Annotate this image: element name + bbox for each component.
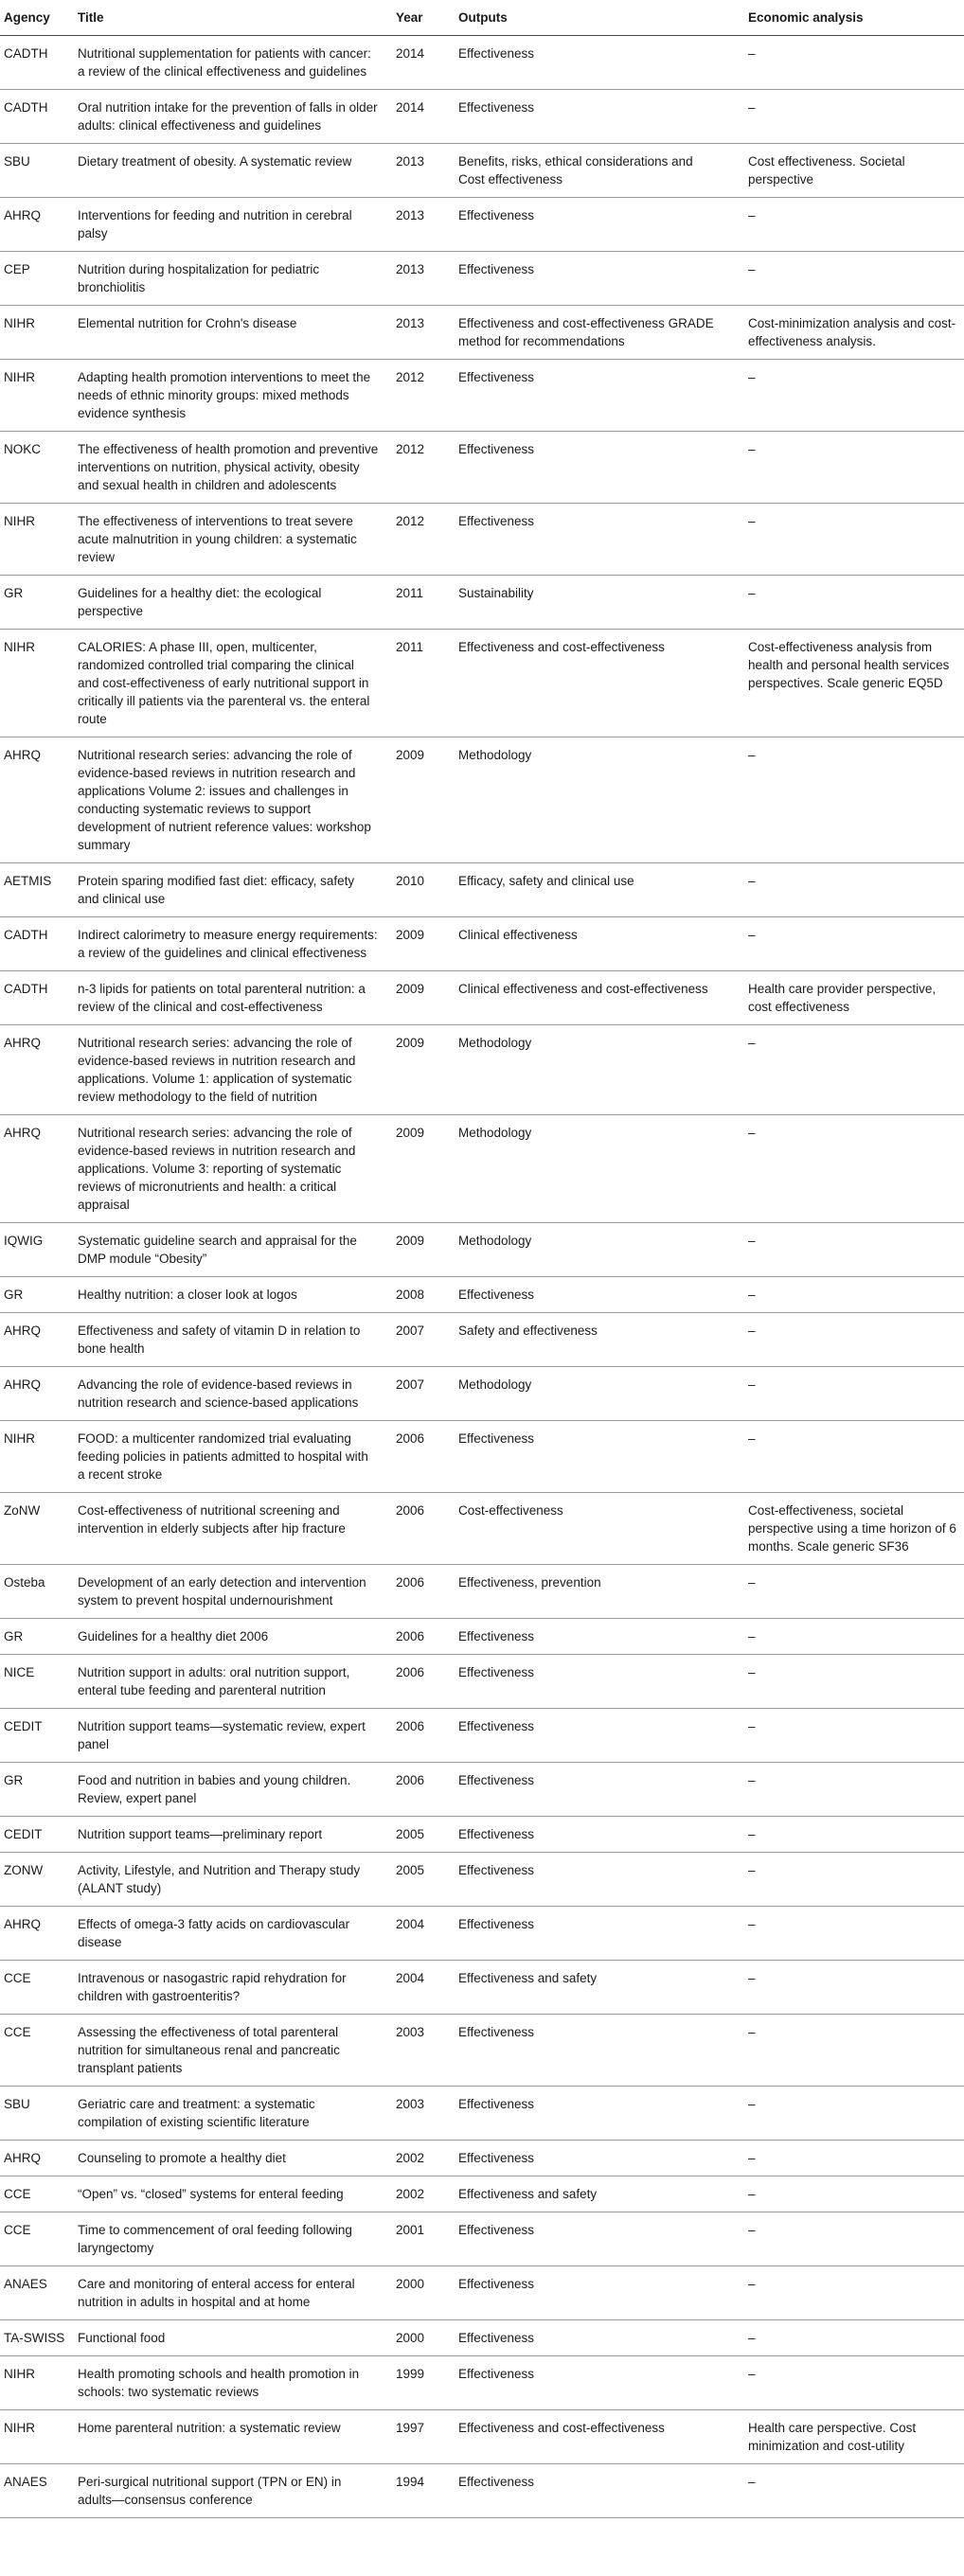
table-row	[0, 144, 964, 198]
table-row	[0, 630, 964, 737]
cell-outputs: Clinical effectiveness and cost-effectiveness	[455, 971, 744, 1025]
cell-year: 2012	[392, 432, 455, 504]
cell-year: 2010	[392, 863, 455, 917]
cell-agency: CEDIT	[0, 1709, 74, 1763]
cell-year: 2004	[392, 1907, 455, 1961]
cell-title: Food and nutrition in babies and young children. Review, expert panel	[74, 1763, 392, 1817]
cell-agency: IQWIG	[0, 1223, 74, 1277]
cell-agency: AHRQ	[0, 1115, 74, 1223]
cell-outputs: Effectiveness	[455, 1817, 744, 1853]
cell-economic-analysis: –	[744, 198, 964, 252]
cell-title: n-3 lipids for patients on total parenteral nutrition: a review of the clinical and cost-effectiveness	[74, 971, 392, 1025]
cell-outputs: Effectiveness	[455, 2464, 744, 2518]
cell-economic-analysis: –	[744, 2141, 964, 2176]
cell-title: Geriatric care and treatment: a systematic compilation of existing scientific literature	[74, 2087, 392, 2141]
header-agency: Agency	[0, 0, 74, 36]
cell-agency: CCE	[0, 2212, 74, 2266]
cell-outputs: Effectiveness and safety	[455, 2176, 744, 2212]
cell-agency: AHRQ	[0, 737, 74, 863]
cell-outputs: Effectiveness	[455, 2266, 744, 2320]
cell-agency: NIHR	[0, 630, 74, 737]
cell-agency: NIHR	[0, 504, 74, 576]
cell-agency: CADTH	[0, 90, 74, 144]
table-row	[0, 1367, 964, 1421]
cell-outputs: Effectiveness	[455, 2087, 744, 2141]
cell-outputs: Effectiveness	[455, 36, 744, 90]
cell-outputs: Sustainability	[455, 576, 744, 630]
cell-title: Nutrition during hospitalization for pediatric bronchiolitis	[74, 252, 392, 306]
cell-economic-analysis: –	[744, 1421, 964, 1493]
cell-title: Cost-effectiveness of nutritional screening and intervention in elderly subjects after hip fracture	[74, 1493, 392, 1565]
cell-outputs: Effectiveness	[455, 198, 744, 252]
cell-agency: CCE	[0, 2176, 74, 2212]
cell-title: Nutritional research series: advancing the role of evidence-based reviews in nutrition research and applications. Volume 3: reporting of systematic reviews of micronutrients and health: a critical appraisal	[74, 1115, 392, 1223]
cell-agency: Osteba	[0, 1565, 74, 1619]
cell-year: 2006	[392, 1565, 455, 1619]
cell-outputs: Methodology	[455, 1115, 744, 1223]
cell-year: 2011	[392, 576, 455, 630]
cell-year: 2006	[392, 1763, 455, 1817]
cell-year: 2007	[392, 1313, 455, 1367]
cell-outputs: Cost-effectiveness	[455, 1493, 744, 1565]
cell-title: CALORIES: A phase III, open, multicenter, randomized controlled trial comparing the clinical and cost-effectiveness of early nutritional support in critically ill patients via the parenteral vs. the enteral route	[74, 630, 392, 737]
cell-agency: AHRQ	[0, 1025, 74, 1115]
cell-outputs: Effectiveness	[455, 2320, 744, 2356]
cell-agency: SBU	[0, 2087, 74, 2141]
table-row	[0, 1709, 964, 1763]
cell-agency: CEP	[0, 252, 74, 306]
cell-outputs: Effectiveness, prevention	[455, 1565, 744, 1619]
cell-economic-analysis: –	[744, 2015, 964, 2087]
cell-economic-analysis: –	[744, 576, 964, 630]
cell-outputs: Effectiveness	[455, 1655, 744, 1709]
cell-economic-analysis: –	[744, 737, 964, 863]
cell-agency: NIHR	[0, 1421, 74, 1493]
table-row	[0, 360, 964, 432]
table-body	[0, 36, 964, 2518]
cell-title: Health promoting schools and health promotion in schools: two systematic reviews	[74, 2356, 392, 2410]
cell-agency: NIHR	[0, 306, 74, 360]
cell-agency: SBU	[0, 144, 74, 198]
cell-agency: ANAES	[0, 2266, 74, 2320]
cell-economic-analysis: –	[744, 1619, 964, 1655]
cell-title: Counseling to promote a healthy diet	[74, 2141, 392, 2176]
cell-economic-analysis: –	[744, 1961, 964, 2015]
cell-title: Dietary treatment of obesity. A systematic review	[74, 144, 392, 198]
cell-economic-analysis: –	[744, 360, 964, 432]
cell-agency: AHRQ	[0, 1313, 74, 1367]
cell-title: The effectiveness of health promotion and preventive interventions on nutrition, physical activity, obesity and sexual health in children and adolescents	[74, 432, 392, 504]
table-row	[0, 737, 964, 863]
cell-title: Care and monitoring of enteral access for enteral nutrition in adults in hospital and at home	[74, 2266, 392, 2320]
cell-year: 2004	[392, 1961, 455, 2015]
table-row	[0, 1025, 964, 1115]
cell-outputs: Effectiveness	[455, 504, 744, 576]
cell-year: 2009	[392, 1115, 455, 1223]
cell-outputs: Methodology	[455, 1025, 744, 1115]
cell-outputs: Clinical effectiveness	[455, 917, 744, 971]
cell-title: Healthy nutrition: a closer look at logos	[74, 1277, 392, 1313]
cell-outputs: Effectiveness	[455, 2212, 744, 2266]
table-row	[0, 863, 964, 917]
cell-title: Guidelines for a healthy diet: the ecological perspective	[74, 576, 392, 630]
cell-outputs: Effectiveness	[455, 1277, 744, 1313]
cell-economic-analysis: –	[744, 917, 964, 971]
cell-year: 2001	[392, 2212, 455, 2266]
cell-outputs: Effectiveness	[455, 1763, 744, 1817]
cell-title: Nutritional research series: advancing the role of evidence-based reviews in nutrition research and applications Volume 2: issues and challenges in conducting systematic reviews to support development of nutrient reference values: workshop summary	[74, 737, 392, 863]
cell-agency: GR	[0, 1763, 74, 1817]
table-row	[0, 2141, 964, 2176]
cell-economic-analysis: –	[744, 1565, 964, 1619]
cell-title: Effectiveness and safety of vitamin D in relation to bone health	[74, 1313, 392, 1367]
table-row	[0, 2087, 964, 2141]
cell-title: Activity, Lifestyle, and Nutrition and Therapy study (ALANT study)	[74, 1853, 392, 1907]
cell-economic-analysis: –	[744, 2266, 964, 2320]
cell-agency: AHRQ	[0, 1907, 74, 1961]
header-row	[0, 0, 964, 36]
cell-agency: AHRQ	[0, 2141, 74, 2176]
cell-outputs: Effectiveness	[455, 1853, 744, 1907]
cell-year: 1997	[392, 2410, 455, 2464]
table-row	[0, 2176, 964, 2212]
cell-title: Protein sparing modified fast diet: efficacy, safety and clinical use	[74, 863, 392, 917]
cell-year: 2007	[392, 1367, 455, 1421]
table-row	[0, 1907, 964, 1961]
cell-outputs: Effectiveness and cost-effectiveness	[455, 2410, 744, 2464]
cell-year: 2014	[392, 36, 455, 90]
cell-outputs: Effectiveness	[455, 1907, 744, 1961]
cell-title: Nutrition support in adults: oral nutrition support, enteral tube feeding and parenteral nutrition	[74, 1655, 392, 1709]
table-row	[0, 1763, 964, 1817]
cell-year: 2009	[392, 917, 455, 971]
cell-economic-analysis: –	[744, 432, 964, 504]
cell-outputs: Effectiveness	[455, 432, 744, 504]
cell-year: 2013	[392, 198, 455, 252]
table-row	[0, 36, 964, 90]
cell-economic-analysis: –	[744, 1853, 964, 1907]
cell-agency: ANAES	[0, 2464, 74, 2518]
cell-economic-analysis: –	[744, 1763, 964, 1817]
cell-title: Nutritional research series: advancing the role of evidence-based reviews in nutrition research and applications. Volume 1: application of systematic review methodology to the field of nutrition	[74, 1025, 392, 1115]
table-row	[0, 1277, 964, 1313]
cell-economic-analysis: –	[744, 2320, 964, 2356]
table-row	[0, 971, 964, 1025]
cell-economic-analysis: –	[744, 1223, 964, 1277]
cell-year: 2005	[392, 1853, 455, 1907]
header-economic-analysis: Economic analysis	[744, 0, 964, 36]
cell-economic-analysis: –	[744, 863, 964, 917]
cell-outputs: Benefits, risks, ethical considerations and Cost effectiveness	[455, 144, 744, 198]
cell-title: Nutrition support teams—systematic review, expert panel	[74, 1709, 392, 1763]
cell-title: “Open” vs. “closed” systems for enteral feeding	[74, 2176, 392, 2212]
cell-year: 2009	[392, 1025, 455, 1115]
cell-year: 2006	[392, 1709, 455, 1763]
cell-outputs: Effectiveness	[455, 2141, 744, 2176]
cell-economic-analysis: –	[744, 1817, 964, 1853]
cell-economic-analysis: Cost-minimization analysis and cost-effectiveness analysis.	[744, 306, 964, 360]
cell-title: The effectiveness of interventions to treat severe acute malnutrition in young children: a systematic review	[74, 504, 392, 576]
cell-title: Time to commencement of oral feeding following laryngectomy	[74, 2212, 392, 2266]
cell-title: Oral nutrition intake for the prevention of falls in older adults: clinical effectiveness and guidelines	[74, 90, 392, 144]
cell-year: 2006	[392, 1421, 455, 1493]
cell-title: FOOD: a multicenter randomized trial evaluating feeding policies in patients admitted to hospital with a recent stroke	[74, 1421, 392, 1493]
table-row	[0, 2410, 964, 2464]
cell-title: Elemental nutrition for Crohn's disease	[74, 306, 392, 360]
table-row	[0, 1853, 964, 1907]
cell-year: 2002	[392, 2141, 455, 2176]
cell-year: 2009	[392, 1223, 455, 1277]
cell-year: 2003	[392, 2087, 455, 2141]
cell-economic-analysis: –	[744, 1907, 964, 1961]
cell-economic-analysis: Cost-effectiveness, societal perspective using a time horizon of 6 months. Scale generic SF36	[744, 1493, 964, 1565]
cell-agency: TA-SWISS	[0, 2320, 74, 2356]
cell-outputs: Effectiveness	[455, 1709, 744, 1763]
cell-outputs: Effectiveness and cost-effectiveness GRADE method for recommendations	[455, 306, 744, 360]
cell-economic-analysis: Health care provider perspective, cost effectiveness	[744, 971, 964, 1025]
cell-year: 2009	[392, 971, 455, 1025]
cell-year: 2006	[392, 1493, 455, 1565]
cell-year: 2009	[392, 737, 455, 863]
cell-outputs: Effectiveness	[455, 1421, 744, 1493]
cell-year: 2013	[392, 144, 455, 198]
cell-agency: GR	[0, 1619, 74, 1655]
table-row	[0, 2320, 964, 2356]
cell-outputs: Efficacy, safety and clinical use	[455, 863, 744, 917]
cell-title: Home parenteral nutrition: a systematic review	[74, 2410, 392, 2464]
table-row	[0, 90, 964, 144]
header-title: Title	[74, 0, 392, 36]
cell-title: Guidelines for a healthy diet 2006	[74, 1619, 392, 1655]
cell-economic-analysis: –	[744, 1655, 964, 1709]
cell-outputs: Methodology	[455, 1367, 744, 1421]
table-row	[0, 1655, 964, 1709]
cell-agency: GR	[0, 1277, 74, 1313]
table-row	[0, 252, 964, 306]
cell-year: 2006	[392, 1655, 455, 1709]
cell-economic-analysis: Health care perspective. Cost minimization and cost-utility	[744, 2410, 964, 2464]
cell-title: Systematic guideline search and appraisal for the DMP module “Obesity”	[74, 1223, 392, 1277]
header-outputs: Outputs	[455, 0, 744, 36]
cell-economic-analysis: –	[744, 1025, 964, 1115]
cell-agency: AHRQ	[0, 1367, 74, 1421]
cell-agency: GR	[0, 576, 74, 630]
table-row	[0, 432, 964, 504]
cell-year: 2002	[392, 2176, 455, 2212]
cell-economic-analysis: Cost effectiveness. Societal perspective	[744, 144, 964, 198]
cell-title: Nutritional supplementation for patients with cancer: a review of the clinical effectiveness and guidelines	[74, 36, 392, 90]
cell-outputs: Effectiveness	[455, 252, 744, 306]
table-row	[0, 2266, 964, 2320]
cell-agency: AHRQ	[0, 198, 74, 252]
cell-title: Functional food	[74, 2320, 392, 2356]
cell-year: 2011	[392, 630, 455, 737]
cell-economic-analysis: –	[744, 2087, 964, 2141]
cell-agency: NICE	[0, 1655, 74, 1709]
cell-agency: AETMIS	[0, 863, 74, 917]
table-row	[0, 576, 964, 630]
cell-title: Adapting health promotion interventions to meet the needs of ethnic minority groups: mixed methods evidence synthesis	[74, 360, 392, 432]
cell-title: Advancing the role of evidence-based reviews in nutrition research and science-based applications	[74, 1367, 392, 1421]
cell-year: 1999	[392, 2356, 455, 2410]
cell-agency: CADTH	[0, 36, 74, 90]
cell-year: 2003	[392, 2015, 455, 2087]
table-row	[0, 2212, 964, 2266]
table-row	[0, 504, 964, 576]
cell-year: 1994	[392, 2464, 455, 2518]
cell-economic-analysis: –	[744, 90, 964, 144]
cell-title: Interventions for feeding and nutrition in cerebral palsy	[74, 198, 392, 252]
cell-outputs: Effectiveness	[455, 2015, 744, 2087]
cell-agency: NIHR	[0, 2356, 74, 2410]
cell-outputs: Effectiveness	[455, 1619, 744, 1655]
table-row	[0, 2464, 964, 2518]
cell-year: 2012	[392, 360, 455, 432]
table-row	[0, 198, 964, 252]
cell-year: 2000	[392, 2320, 455, 2356]
cell-outputs: Safety and effectiveness	[455, 1313, 744, 1367]
cell-year: 2013	[392, 252, 455, 306]
cell-economic-analysis: –	[744, 1277, 964, 1313]
cell-title: Effects of omega-3 fatty acids on cardiovascular disease	[74, 1907, 392, 1961]
table-row	[0, 1619, 964, 1655]
cell-year: 2014	[392, 90, 455, 144]
table-row	[0, 917, 964, 971]
cell-year: 2006	[392, 1619, 455, 1655]
cell-economic-analysis: –	[744, 1709, 964, 1763]
cell-agency: CCE	[0, 1961, 74, 2015]
cell-agency: ZoNW	[0, 1493, 74, 1565]
cell-title: Intravenous or nasogastric rapid rehydration for children with gastroenteritis?	[74, 1961, 392, 2015]
cell-economic-analysis: –	[744, 36, 964, 90]
table-row	[0, 1421, 964, 1493]
cell-outputs: Effectiveness and cost-effectiveness	[455, 630, 744, 737]
cell-economic-analysis: –	[744, 2464, 964, 2518]
table-row	[0, 1565, 964, 1619]
cell-year: 2012	[392, 504, 455, 576]
cell-agency: CADTH	[0, 971, 74, 1025]
cell-economic-analysis: Cost-effectiveness analysis from health and personal health services perspectives. Scale generic EQ5D	[744, 630, 964, 737]
cell-outputs: Effectiveness	[455, 90, 744, 144]
cell-year: 2013	[392, 306, 455, 360]
header-year: Year	[392, 0, 455, 36]
cell-economic-analysis: –	[744, 2356, 964, 2410]
cell-title: Peri-surgical nutritional support (TPN or EN) in adults—consensus conference	[74, 2464, 392, 2518]
table-row	[0, 1115, 964, 1223]
cell-title: Development of an early detection and intervention system to prevent hospital undernourishment	[74, 1565, 392, 1619]
cell-agency: CEDIT	[0, 1817, 74, 1853]
cell-agency: ZONW	[0, 1853, 74, 1907]
cell-agency: CADTH	[0, 917, 74, 971]
cell-outputs: Methodology	[455, 737, 744, 863]
cell-economic-analysis: –	[744, 1313, 964, 1367]
cell-agency: NOKC	[0, 432, 74, 504]
cell-agency: CCE	[0, 2015, 74, 2087]
cell-economic-analysis: –	[744, 1115, 964, 1223]
cell-title: Assessing the effectiveness of total parenteral nutrition for simultaneous renal and pancreatic transplant patients	[74, 2015, 392, 2087]
cell-outputs: Effectiveness	[455, 360, 744, 432]
cell-outputs: Effectiveness and safety	[455, 1961, 744, 2015]
table-row	[0, 1223, 964, 1277]
cell-outputs: Effectiveness	[455, 2356, 744, 2410]
table-row	[0, 1313, 964, 1367]
cell-year: 2000	[392, 2266, 455, 2320]
table-row	[0, 2356, 964, 2410]
table-row	[0, 306, 964, 360]
cell-agency: NIHR	[0, 2410, 74, 2464]
cell-title: Nutrition support teams—preliminary report	[74, 1817, 392, 1853]
cell-agency: NIHR	[0, 360, 74, 432]
cell-economic-analysis: –	[744, 252, 964, 306]
cell-economic-analysis: –	[744, 2212, 964, 2266]
cell-economic-analysis: –	[744, 1367, 964, 1421]
table-row	[0, 1961, 964, 2015]
table-row	[0, 2015, 964, 2087]
cell-year: 2008	[392, 1277, 455, 1313]
table-row	[0, 1493, 964, 1565]
cell-title: Indirect calorimetry to measure energy requirements: a review of the guidelines and clinical effectiveness	[74, 917, 392, 971]
table-row	[0, 1817, 964, 1853]
cell-economic-analysis: –	[744, 2176, 964, 2212]
cell-economic-analysis: –	[744, 504, 964, 576]
cell-year: 2005	[392, 1817, 455, 1853]
cell-outputs: Methodology	[455, 1223, 744, 1277]
